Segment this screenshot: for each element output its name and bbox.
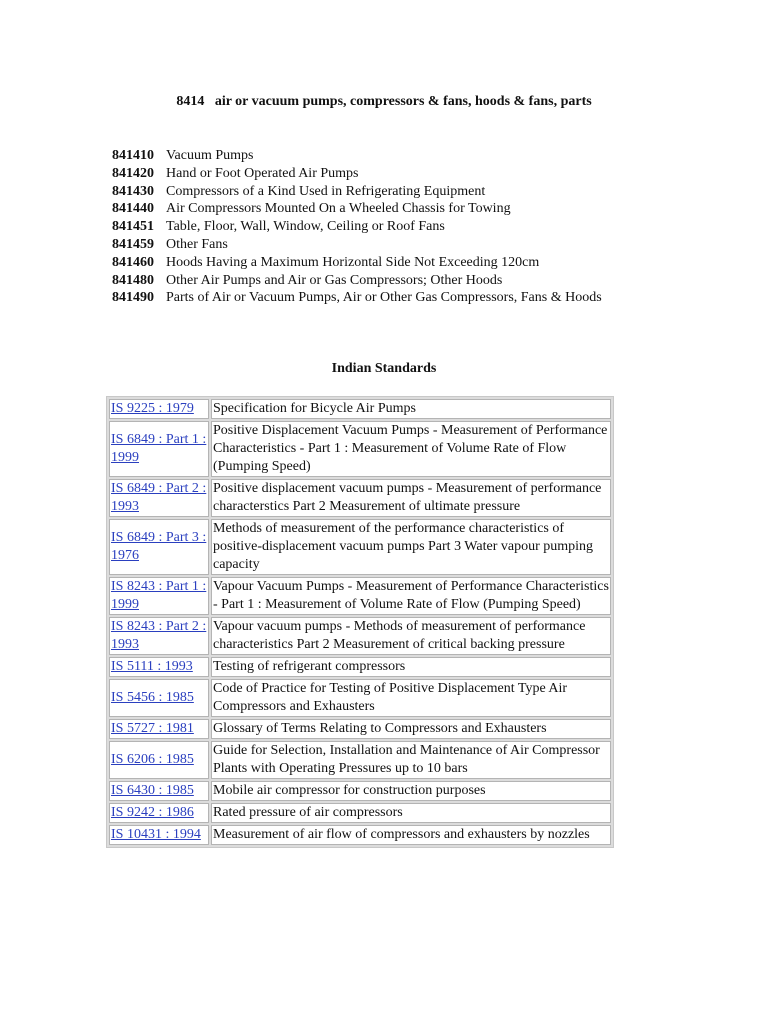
standard-link[interactable]: IS 6849 : Part 1 : 1999 (111, 432, 207, 465)
standard-title-cell: Specification for Bicycle Air Pumps (211, 399, 611, 419)
table-row (109, 679, 611, 717)
standard-title-cell: Measurement of air flow of compressors and exhausters by nozzles (211, 825, 611, 845)
standard-id-cell (109, 399, 209, 419)
hs-code-description: Hoods Having a Maximum Horizontal Side Not Exceeding 120cm (166, 254, 540, 270)
code-list-item (112, 272, 602, 290)
standard-id-cell (109, 479, 209, 517)
hs-code-list (112, 147, 602, 307)
standard-id-cell (109, 421, 209, 477)
hs-code: 841451 (112, 219, 154, 235)
hs-code: 841460 (112, 254, 154, 270)
standard-id-cell (109, 577, 209, 615)
standard-link[interactable]: IS 8243 : Part 2 : 1993 (111, 619, 207, 652)
hs-code-description: Parts of Air or Vacuum Pumps, Air or Other Gas Compressors, Fans & Hoods (166, 290, 602, 306)
standard-id-cell (109, 519, 209, 575)
standard-link[interactable]: IS 9225 : 1979 (111, 401, 194, 416)
standard-id-cell (109, 803, 209, 823)
standard-link[interactable]: IS 10431 : 1994 (111, 827, 201, 842)
standard-id-cell (109, 679, 209, 717)
code-list-item (112, 254, 602, 272)
table-row (109, 825, 611, 845)
hs-code: 841440 (112, 201, 154, 217)
hs-code-description: Other Fans (166, 236, 228, 252)
section-heading-indian-standards: Indian Standards (331, 361, 437, 376)
standard-title-cell: Mobile air compressor for construction purposes (211, 781, 611, 801)
hs-code-description: Air Compressors Mounted On a Wheeled Chassis for Towing (166, 201, 511, 217)
hs-code: 841490 (112, 290, 154, 306)
standard-title-cell: Guide for Selection, Installation and Maintenance of Air Compressor Plants with Operating Pressures up to 10 bars (211, 741, 611, 779)
hs-code: 841430 (112, 183, 154, 199)
hs-code-description: Hand or Foot Operated Air Pumps (166, 165, 359, 181)
hs-code: 841480 (112, 272, 154, 288)
page-title: 8414 air or vacuum pumps, compressors & fans, hoods & fans, parts (176, 94, 592, 109)
standard-id-cell (109, 781, 209, 801)
standard-title-cell: Positive displacement vacuum pumps - Measurement of performance characterstics Part 2 Measurement of ultimate pressure (211, 479, 611, 517)
table-row (109, 519, 611, 575)
code-list-item (112, 183, 602, 201)
standard-link[interactable]: IS 6849 : Part 2 : 1993 (111, 481, 207, 514)
standard-title-cell: Methods of measurement of the performance characteristics of positive-displacement vacuum pumps Part 3 Water vapour pumping capacity (211, 519, 611, 575)
standard-link[interactable]: IS 6430 : 1985 (111, 783, 194, 798)
standard-title-cell: Testing of refrigerant compressors (211, 657, 611, 677)
standard-id-cell (109, 617, 209, 655)
table-row (109, 741, 611, 779)
code-list-item (112, 218, 602, 236)
table-row (109, 577, 611, 615)
hs-code: 841420 (112, 165, 154, 181)
table-row (109, 781, 611, 801)
standard-id-cell (109, 657, 209, 677)
standard-title-cell: Vapour vacuum pumps - Methods of measurement of performance characteristics Part 2 Measurement of critical backing pressure (211, 617, 611, 655)
hs-code-description: Other Air Pumps and Air or Gas Compressors; Other Hoods (166, 272, 503, 288)
standard-link[interactable]: IS 5727 : 1981 (111, 721, 194, 736)
code-list-item (112, 147, 602, 165)
standard-title-cell: Vapour Vacuum Pumps - Measurement of Performance Characteristics - Part 1 : Measurement of Volume Rate of Flow (Pumping Speed) (211, 577, 611, 615)
hs-code-description: Compressors of a Kind Used in Refrigerating Equipment (166, 183, 486, 199)
standard-title-cell: Code of Practice for Testing of Positive Displacement Type Air Compressors and Exhausters (211, 679, 611, 717)
standard-title-cell: Glossary of Terms Relating to Compressors and Exhausters (211, 719, 611, 739)
standard-link[interactable]: IS 8243 : Part 1 : 1999 (111, 579, 207, 612)
standard-id-cell (109, 825, 209, 845)
table-row (109, 399, 611, 419)
standard-id-cell (109, 719, 209, 739)
table-row (109, 657, 611, 677)
standard-link[interactable]: IS 6206 : 1985 (111, 752, 194, 767)
standard-link[interactable]: IS 5111 : 1993 (111, 659, 193, 674)
table-row (109, 617, 611, 655)
code-list-item (112, 236, 602, 254)
standard-link[interactable]: IS 5456 : 1985 (111, 690, 194, 705)
standard-id-cell (109, 741, 209, 779)
standard-title-cell: Rated pressure of air compressors (211, 803, 611, 823)
table-row (109, 421, 611, 477)
standard-link[interactable]: IS 9242 : 1986 (111, 805, 194, 820)
hs-code-description: Table, Floor, Wall, Window, Ceiling or Roof Fans (166, 219, 445, 235)
code-list-item (112, 289, 602, 307)
table-row (109, 479, 611, 517)
table-row (109, 719, 611, 739)
standard-link[interactable]: IS 6849 : Part 3 : 1976 (111, 530, 207, 563)
standards-table (106, 396, 614, 848)
hs-code-description: Vacuum Pumps (166, 148, 254, 163)
code-list-item (112, 165, 602, 183)
standard-title-cell: Positive Displacement Vacuum Pumps - Measurement of Performance Characteristics - Part 1 : Measurement of Volume Rate of Flow (Pumping Speed) (211, 421, 611, 477)
table-row (109, 803, 611, 823)
hs-code: 841459 (112, 236, 154, 252)
code-list-item (112, 200, 602, 218)
hs-code: 841410 (112, 148, 154, 163)
